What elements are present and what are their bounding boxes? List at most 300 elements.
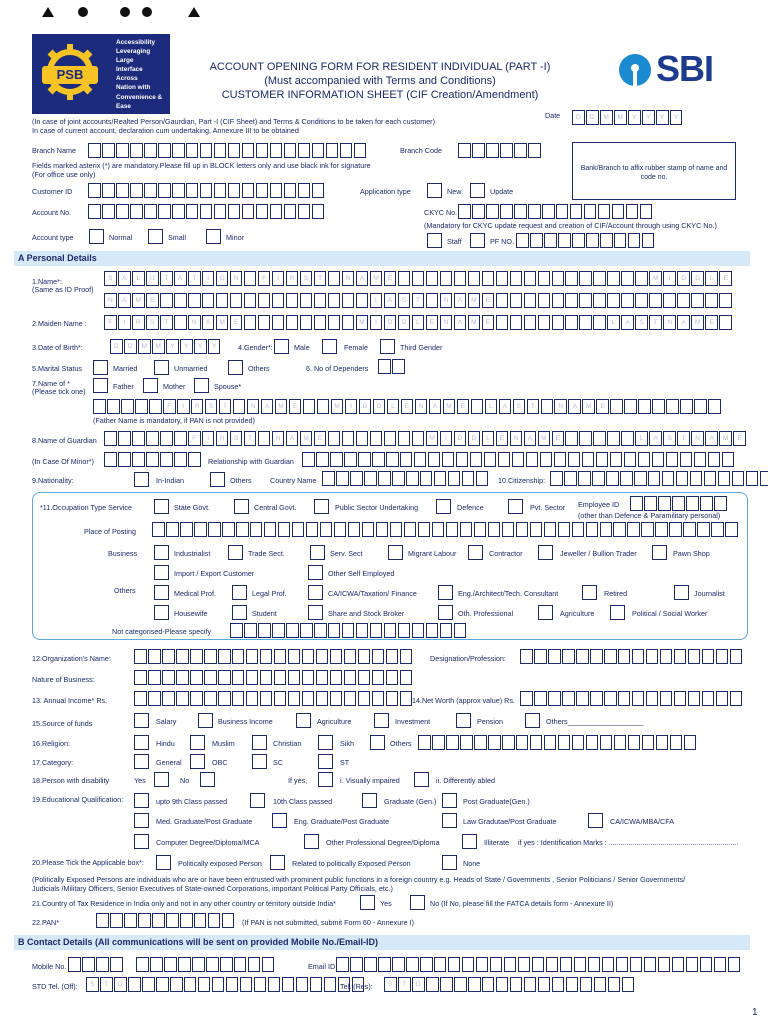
designation-boxes-cell[interactable] [548,649,561,664]
father-mother-spouse-boxes-cell[interactable] [121,399,134,414]
email-boxes-cell[interactable] [378,957,391,972]
relationship-boxes-cell[interactable] [358,452,371,467]
father-mother-spouse-boxes-cell[interactable]: A [568,399,581,414]
annual-income-boxes-cell[interactable] [162,691,175,706]
name-boxes-row2-cell[interactable] [356,293,369,308]
maiden-name-boxes-cell[interactable]: L [607,315,620,330]
nature-business-boxes-cell[interactable] [190,670,203,685]
nature-business-boxes-cell[interactable] [288,670,301,685]
country-name-boxes-cell[interactable] [462,471,475,486]
designation-boxes-cell[interactable] [646,649,659,664]
name-boxes-row1-cell[interactable]: L [705,271,718,286]
country-name-boxes-cell[interactable] [420,471,433,486]
place-of-posting-boxes-cell[interactable] [306,522,319,537]
sikh-checkbox[interactable] [318,735,333,750]
maiden-name-boxes-cell[interactable] [538,315,551,330]
guardian-boxes-cell[interactable]: D [454,431,467,446]
email-boxes-cell[interactable] [420,957,433,972]
account-no-boxes-cell[interactable] [88,204,101,219]
unmarried-checkbox[interactable] [154,360,169,375]
pan-boxes-cell[interactable] [110,913,123,928]
maiden-name-boxes-cell[interactable] [314,315,327,330]
relationship-boxes-cell[interactable] [330,452,343,467]
minor-case-boxes-cell[interactable] [146,452,159,467]
customer-id-boxes[interactable] [88,183,326,198]
religion-others-boxes-cell[interactable] [460,735,473,750]
annual-income-boxes-cell[interactable] [246,691,259,706]
guardian-boxes-cell[interactable]: M [300,431,313,446]
pan-boxes-cell[interactable] [208,913,221,928]
name-boxes-row2-cell[interactable] [635,293,648,308]
relationship-boxes-cell[interactable] [554,452,567,467]
name-boxes-row1-cell[interactable]: T [188,271,201,286]
father-mother-spouse-boxes-cell[interactable] [149,399,162,414]
normal-checkbox[interactable] [89,229,104,244]
not-categorised-boxes-cell[interactable] [426,623,439,638]
dob-boxes-cell[interactable]: M [138,339,151,354]
not-categorised-boxes-cell[interactable] [272,623,285,638]
designation-boxes-cell[interactable] [716,649,729,664]
place-of-posting-boxes-cell[interactable] [446,522,459,537]
maiden-name-boxes-cell[interactable] [174,315,187,330]
org-name-boxes-cell[interactable] [400,649,413,664]
annual-income-boxes-cell[interactable] [344,691,357,706]
place-of-posting-boxes-cell[interactable] [320,522,333,537]
st-checkbox[interactable] [318,754,333,769]
pf-no-boxes-cell[interactable] [642,233,655,248]
relationship-boxes-cell[interactable] [722,452,735,467]
guardian-boxes-cell[interactable] [160,431,173,446]
name-boxes-row1-cell[interactable] [398,271,411,286]
guardian-boxes-cell[interactable]: T [244,431,257,446]
email-boxes-cell[interactable] [588,957,601,972]
name-boxes-row1-cell[interactable] [565,271,578,286]
not-categorised-boxes-cell[interactable] [230,623,243,638]
annual-income-boxes-cell[interactable] [134,691,147,706]
pf-no-boxes-cell[interactable] [530,233,543,248]
pep-checkbox[interactable] [156,855,171,870]
defence-checkbox[interactable] [436,499,451,514]
std-off-boxes-cell[interactable] [142,977,155,992]
name-boxes-row2-cell[interactable] [230,293,243,308]
source-others-checkbox[interactable] [525,713,540,728]
mobile-boxes-cell[interactable] [68,957,81,972]
name-boxes-row2-cell[interactable] [328,293,341,308]
maiden-name-boxes-cell[interactable]: F [104,315,117,330]
father-mother-spouse-boxes-cell[interactable]: F [163,399,176,414]
nature-business-boxes-cell[interactable] [386,670,399,685]
tel-res-boxes-cell[interactable] [524,977,537,992]
email-boxes-cell[interactable] [560,957,573,972]
ckyc-no-boxes-cell[interactable] [598,204,611,219]
maiden-name-boxes-cell[interactable] [565,315,578,330]
maiden-name-boxes-cell[interactable]: N [188,315,201,330]
org-name-boxes-cell[interactable] [358,649,371,664]
name-boxes-row1-cell[interactable] [412,271,425,286]
branch-code-boxes-cell[interactable] [500,143,513,158]
pan-boxes-cell[interactable] [180,913,193,928]
name-boxes-row2-cell[interactable] [677,293,690,308]
country-name-boxes-cell[interactable] [448,471,461,486]
employee-id-boxes-cell[interactable] [700,496,713,511]
mobile-boxes-cell[interactable] [110,957,123,972]
branch-name-boxes-cell[interactable] [298,143,311,158]
religion-others-boxes-cell[interactable] [572,735,585,750]
industrialist-checkbox[interactable] [154,545,169,560]
place-of-posting-boxes-cell[interactable] [362,522,375,537]
relationship-boxes-cell[interactable] [540,452,553,467]
branch-code-boxes-cell[interactable] [528,143,541,158]
std-off-boxes-cell[interactable] [156,977,169,992]
account-no-boxes-cell[interactable] [116,204,129,219]
guardian-boxes-cell[interactable] [356,431,369,446]
relationship-boxes-cell[interactable] [652,452,665,467]
citizenship-boxes-cell[interactable] [620,471,633,486]
name-boxes-row1-cell[interactable] [524,271,537,286]
ckyc-no-boxes-cell[interactable] [472,204,485,219]
name-boxes-row1-cell[interactable] [244,271,257,286]
mobile-boxes[interactable] [68,957,124,972]
maiden-name-boxes-cell[interactable] [496,315,509,330]
std-off-boxes-cell[interactable] [240,977,253,992]
maiden-name-boxes-cell[interactable]: A [202,315,215,330]
name-boxes-row1-cell[interactable] [579,271,592,286]
net-worth-boxes-cell[interactable] [562,691,575,706]
general-checkbox[interactable] [134,754,149,769]
maiden-name-boxes-cell[interactable]: E [705,315,718,330]
relationship-boxes-cell[interactable] [344,452,357,467]
place-of-posting-boxes-cell[interactable] [600,522,613,537]
tel-res-boxes-cell[interactable] [482,977,495,992]
std-off-boxes-cell[interactable] [254,977,267,992]
dependents-boxes-cell[interactable] [392,359,405,374]
name-boxes-row2-cell[interactable]: L [370,293,383,308]
relationship-boxes-cell[interactable] [498,452,511,467]
father-mother-spouse-boxes-cell[interactable] [694,399,707,414]
name-boxes-row2-cell[interactable]: N [104,293,117,308]
org-name-boxes-cell[interactable] [372,649,385,664]
dob-boxes-cell[interactable]: Y [208,339,221,354]
net-worth-boxes-cell[interactable] [646,691,659,706]
name-boxes-row1-cell[interactable]: I [202,271,215,286]
guardian-boxes[interactable] [104,431,747,446]
maiden-name-boxes-cell[interactable] [579,315,592,330]
customer-id-boxes-cell[interactable] [158,183,171,198]
branch-name-boxes-cell[interactable] [228,143,241,158]
account-no-boxes-cell[interactable] [172,204,185,219]
employee-id-boxes-cell[interactable] [714,496,727,511]
father-mother-spouse-boxes-cell[interactable] [471,399,484,414]
name-boxes-row1-cell[interactable] [496,271,509,286]
maiden-name-boxes-cell[interactable] [510,315,523,330]
mobile-number-boxes-cell[interactable] [220,957,233,972]
guardian-boxes-cell[interactable] [607,431,620,446]
maiden-name-boxes-cell[interactable]: N [440,315,453,330]
guardian-boxes-cell[interactable] [258,431,271,446]
std-off-boxes-cell[interactable] [128,977,141,992]
religion-others-boxes-cell[interactable] [502,735,515,750]
guardian-boxes-cell[interactable] [146,431,159,446]
mother-checkbox[interactable] [143,378,158,393]
tel-res-boxes-cell[interactable] [538,977,551,992]
country-name-boxes-cell[interactable] [336,471,349,486]
father-mother-spouse-boxes-cell[interactable]: M [331,399,344,414]
update-checkbox[interactable] [470,183,485,198]
branch-name-boxes-cell[interactable] [242,143,255,158]
branch-name-boxes-cell[interactable] [256,143,269,158]
father-mother-spouse-boxes[interactable] [93,399,722,414]
computer-degree-checkbox[interactable] [134,834,149,849]
customer-id-boxes-cell[interactable] [228,183,241,198]
pf-no-boxes-cell[interactable] [628,233,641,248]
org-name-boxes-cell[interactable] [260,649,273,664]
name-boxes-row2-cell[interactable]: A [118,293,131,308]
father-mother-spouse-boxes-cell[interactable] [541,399,554,414]
maiden-name-boxes-cell[interactable] [719,315,732,330]
relationship-boxes-cell[interactable] [666,452,679,467]
pf-no-boxes[interactable] [516,233,656,248]
citizenship-boxes[interactable] [550,471,768,486]
ckyc-no-boxes-cell[interactable] [640,204,653,219]
mobile-number-boxes-cell[interactable] [150,957,163,972]
email-boxes[interactable] [336,957,742,972]
place-of-posting-boxes-cell[interactable] [544,522,557,537]
name-boxes-row1-cell[interactable]: D [691,271,704,286]
branch-code-boxes[interactable] [458,143,542,158]
not-categorised-boxes-cell[interactable] [342,623,355,638]
org-name-boxes-cell[interactable] [330,649,343,664]
third-gender-checkbox[interactable] [380,339,395,354]
citizenship-boxes-cell[interactable] [760,471,768,486]
father-mother-spouse-boxes-cell[interactable] [107,399,120,414]
ckyc-no-boxes-cell[interactable] [486,204,499,219]
customer-id-boxes-cell[interactable] [270,183,283,198]
place-of-posting-boxes-cell[interactable] [278,522,291,537]
citizenship-boxes-cell[interactable] [690,471,703,486]
place-of-posting-boxes-cell[interactable] [460,522,473,537]
illiterate-checkbox[interactable] [462,834,477,849]
annual-income-boxes-cell[interactable] [204,691,217,706]
guardian-boxes-cell[interactable]: I [440,431,453,446]
citizenship-boxes-cell[interactable] [746,471,759,486]
place-of-posting-boxes-cell[interactable] [711,522,724,537]
father-mother-spouse-boxes-cell[interactable] [708,399,721,414]
married-checkbox[interactable] [93,360,108,375]
small-checkbox[interactable] [148,229,163,244]
import-export-checkbox[interactable] [154,565,169,580]
pan-boxes[interactable] [96,913,236,928]
relationship-boxes-cell[interactable] [470,452,483,467]
citizenship-boxes-cell[interactable] [550,471,563,486]
email-boxes-cell[interactable] [546,957,559,972]
org-name-boxes-cell[interactable] [190,649,203,664]
std-off-boxes-cell[interactable] [282,977,295,992]
share-broker-checkbox[interactable] [308,605,323,620]
country-name-boxes-cell[interactable] [322,471,335,486]
guardian-boxes-cell[interactable]: L [635,431,648,446]
place-of-posting-boxes-cell[interactable] [530,522,543,537]
tel-res-boxes-cell[interactable] [608,977,621,992]
name-boxes-row1-cell[interactable] [426,271,439,286]
father-checkbox[interactable] [93,378,108,393]
country-name-boxes[interactable] [322,471,490,486]
name-boxes-row2-cell[interactable] [621,293,634,308]
account-no-boxes-cell[interactable] [312,204,325,219]
not-categorised-boxes-cell[interactable] [370,623,383,638]
relationship-boxes-cell[interactable] [512,452,525,467]
name-boxes-row2-cell[interactable]: E [146,293,159,308]
tel-res-boxes-cell[interactable] [440,977,453,992]
branch-code-boxes-cell[interactable] [514,143,527,158]
guardian-boxes-cell[interactable] [342,431,355,446]
name-boxes-row1-cell[interactable] [621,271,634,286]
designation-boxes-cell[interactable] [590,649,603,664]
guardian-boxes-cell[interactable]: S [230,431,243,446]
name-boxes-row2-cell[interactable]: T [412,293,425,308]
country-name-boxes-cell[interactable] [476,471,489,486]
guardian-boxes-cell[interactable] [565,431,578,446]
email-boxes-cell[interactable] [672,957,685,972]
not-categorised-boxes-cell[interactable] [440,623,453,638]
guardian-boxes-cell[interactable]: A [649,431,662,446]
place-of-posting-boxes-cell[interactable] [572,522,585,537]
email-boxes-cell[interactable] [518,957,531,972]
maiden-name-boxes-cell[interactable] [342,315,355,330]
nature-business-boxes-cell[interactable] [274,670,287,685]
mobile-number-boxes-cell[interactable] [192,957,205,972]
annual-income-boxes-cell[interactable] [386,691,399,706]
relationship-boxes-cell[interactable] [316,452,329,467]
mobile-number-boxes-cell[interactable] [262,957,275,972]
staff-checkbox[interactable] [427,233,442,248]
net-worth-boxes-cell[interactable] [674,691,687,706]
relationship-boxes[interactable] [302,452,736,467]
guardian-boxes-cell[interactable]: D [468,431,481,446]
nature-business-boxes-cell[interactable] [330,670,343,685]
pan-boxes-cell[interactable] [96,913,109,928]
relationship-boxes-cell[interactable] [568,452,581,467]
annual-income-boxes-cell[interactable] [148,691,161,706]
maiden-name-boxes-cell[interactable] [552,315,565,330]
pf-no-boxes-cell[interactable] [614,233,627,248]
std-off-boxes-cell[interactable] [226,977,239,992]
other-prof-degree-checkbox[interactable] [304,834,319,849]
place-of-posting-boxes-cell[interactable] [725,522,738,537]
agriculture-occupation-checkbox[interactable] [538,605,553,620]
guardian-boxes-cell[interactable] [398,431,411,446]
pf-no-boxes-cell[interactable] [572,233,585,248]
citizenship-boxes-cell[interactable] [564,471,577,486]
net-worth-boxes[interactable] [520,691,744,706]
name-boxes-row2-cell[interactable] [216,293,229,308]
date-boxes-cell[interactable]: M [614,110,627,125]
dob-boxes-cell[interactable]: D [110,339,123,354]
name-boxes-row1-cell[interactable]: L [132,271,145,286]
name-boxes-row1-cell[interactable]: E [719,271,732,286]
name-boxes-row2-cell[interactable] [705,293,718,308]
branch-name-boxes-cell[interactable] [186,143,199,158]
minor-checkbox[interactable] [206,229,221,244]
father-mother-spouse-boxes-cell[interactable]: M [275,399,288,414]
guardian-boxes-cell[interactable]: A [705,431,718,446]
nature-business-boxes[interactable] [134,670,414,685]
eng-consultant-checkbox[interactable] [438,585,453,600]
branch-name-boxes-cell[interactable] [200,143,213,158]
guardian-boxes-cell[interactable]: N [272,431,285,446]
pan-boxes-cell[interactable] [166,913,179,928]
designation-boxes-cell[interactable] [604,649,617,664]
email-boxes-cell[interactable] [658,957,671,972]
name-boxes-row2-cell[interactable] [649,293,662,308]
business-income-checkbox[interactable] [198,713,213,728]
email-boxes-cell[interactable] [434,957,447,972]
maiden-name-boxes-cell[interactable]: T [649,315,662,330]
org-name-boxes-cell[interactable] [316,649,329,664]
branch-name-boxes-cell[interactable] [312,143,325,158]
name-boxes-row2-cell[interactable] [314,293,327,308]
branch-name-boxes-cell[interactable] [214,143,227,158]
religion-others-boxes-cell[interactable] [586,735,599,750]
date-boxes-cell[interactable]: Y [628,110,641,125]
pf-no-boxes-cell[interactable] [558,233,571,248]
email-boxes-cell[interactable] [504,957,517,972]
designation-boxes-cell[interactable] [618,649,631,664]
not-categorised-boxes-cell[interactable] [356,623,369,638]
std-off-boxes-cell[interactable] [198,977,211,992]
nature-business-boxes-cell[interactable] [260,670,273,685]
net-worth-boxes-cell[interactable] [660,691,673,706]
org-name-boxes-cell[interactable] [134,649,147,664]
place-of-posting-boxes-cell[interactable] [222,522,235,537]
designation-boxes-cell[interactable] [520,649,533,664]
name-boxes-row1-cell[interactable]: M [370,271,383,286]
name-boxes-row2-cell[interactable] [538,293,551,308]
designation-boxes-cell[interactable] [576,649,589,664]
not-categorised-boxes-cell[interactable] [398,623,411,638]
net-worth-boxes-cell[interactable] [730,691,743,706]
ckyc-no-boxes-cell[interactable] [528,204,541,219]
relationship-boxes-cell[interactable] [414,452,427,467]
date-boxes-cell[interactable]: D [586,110,599,125]
tel-res-boxes-cell[interactable] [496,977,509,992]
net-worth-boxes-cell[interactable] [548,691,561,706]
pf-no-boxes-cell[interactable] [544,233,557,248]
nature-business-boxes-cell[interactable] [400,670,413,685]
tel-res-boxes-cell[interactable] [622,977,635,992]
relationship-boxes-cell[interactable] [624,452,637,467]
citizenship-boxes-cell[interactable] [732,471,745,486]
mobile-number-boxes-cell[interactable] [248,957,261,972]
religion-others-boxes-cell[interactable] [530,735,543,750]
name-boxes-row2-cell[interactable] [719,293,732,308]
email-boxes-cell[interactable] [630,957,643,972]
name-boxes-row2-cell[interactable] [244,293,257,308]
customer-id-boxes-cell[interactable] [298,183,311,198]
legal-checkbox[interactable] [232,585,247,600]
name-boxes-row2-cell[interactable] [426,293,439,308]
religion-others-boxes-cell[interactable] [642,735,655,750]
employee-id-boxes[interactable] [630,496,728,511]
ca-finance-checkbox[interactable] [308,585,323,600]
father-mother-spouse-boxes-cell[interactable] [680,399,693,414]
org-name-boxes-cell[interactable] [274,649,287,664]
pan-boxes-cell[interactable] [124,913,137,928]
minor-case-boxes-cell[interactable] [188,452,201,467]
place-of-posting-boxes-cell[interactable] [655,522,668,537]
place-of-posting-boxes-cell[interactable] [152,522,165,537]
place-of-posting-boxes-cell[interactable] [208,522,221,537]
email-boxes-cell[interactable] [476,957,489,972]
